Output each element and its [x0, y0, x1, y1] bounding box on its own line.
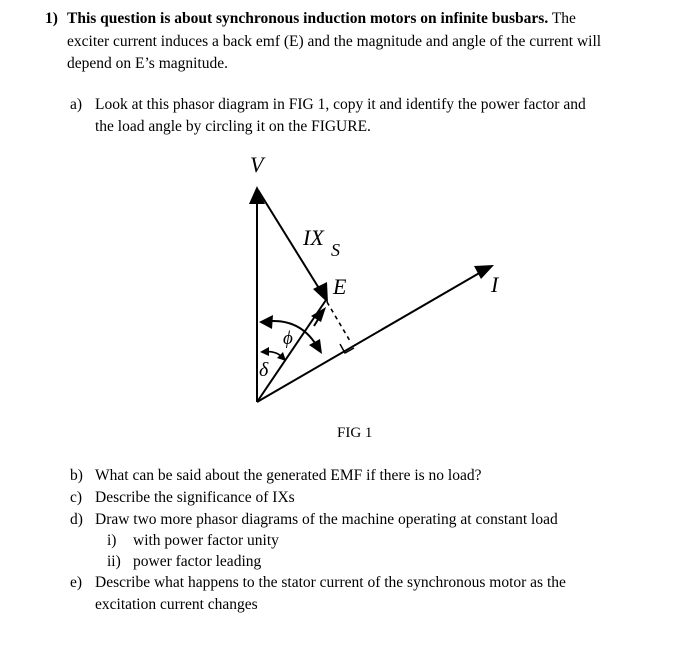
phi-label: ϕ [283, 328, 293, 349]
part-a-line-1: Look at this phasor diagram in FIG 1, copy it and identify the power factor and [95, 96, 586, 113]
question-bold-intro: This question is about synchronous induction motors on infinite busbars. [67, 10, 549, 27]
part-d-ii-text: power factor leading [133, 553, 262, 570]
delta-label: δ [259, 359, 269, 381]
ix-label: IX [303, 225, 324, 250]
part-e-line-2: excitation current changes [95, 596, 258, 613]
part-a-label: a) [70, 96, 83, 113]
question-line-2: exciter current induces a back emf (E) and the magnitude and angle of the current will [67, 33, 602, 50]
i-label: I [491, 272, 499, 297]
part-d-i-label: i) [107, 532, 117, 549]
part-d-ii-label: ii) [107, 553, 121, 570]
question-number: 1) [45, 10, 58, 27]
delta-arc-arrowhead-left [260, 347, 269, 356]
part-d-i-text: with power factor unity [133, 532, 279, 549]
phi-arc-arrowhead-left [259, 315, 273, 329]
part-e-label: e) [70, 574, 83, 591]
part-a-line-2: the load angle by circling it on the FIGURE. [95, 118, 371, 135]
part-d-text: Draw two more phasor diagrams of the machine operating at constant load [95, 511, 558, 528]
part-c-label: c) [70, 489, 83, 506]
e-label: E [333, 274, 347, 299]
phi-arc-arrowhead-right [309, 339, 322, 354]
v-label: V [250, 152, 264, 177]
part-c-text: Describe the significance of IXs [95, 489, 295, 506]
ix-subscript-label: S [331, 240, 340, 260]
part-d-label: d) [70, 511, 83, 528]
question-intro-rest: The [548, 10, 576, 27]
part-e-line-1: Describe what happens to the stator current of the synchronous motor as the [95, 574, 566, 591]
part-b-label: b) [70, 467, 83, 484]
v-arrowhead [249, 186, 265, 204]
figure-caption: FIG 1 [337, 425, 373, 441]
part-b-text: What can be said about the generated EMF if there is no load? [95, 467, 482, 484]
perpendicular-dashed-line [327, 302, 350, 341]
question-line-3: depend on E’s magnitude. [67, 55, 228, 72]
